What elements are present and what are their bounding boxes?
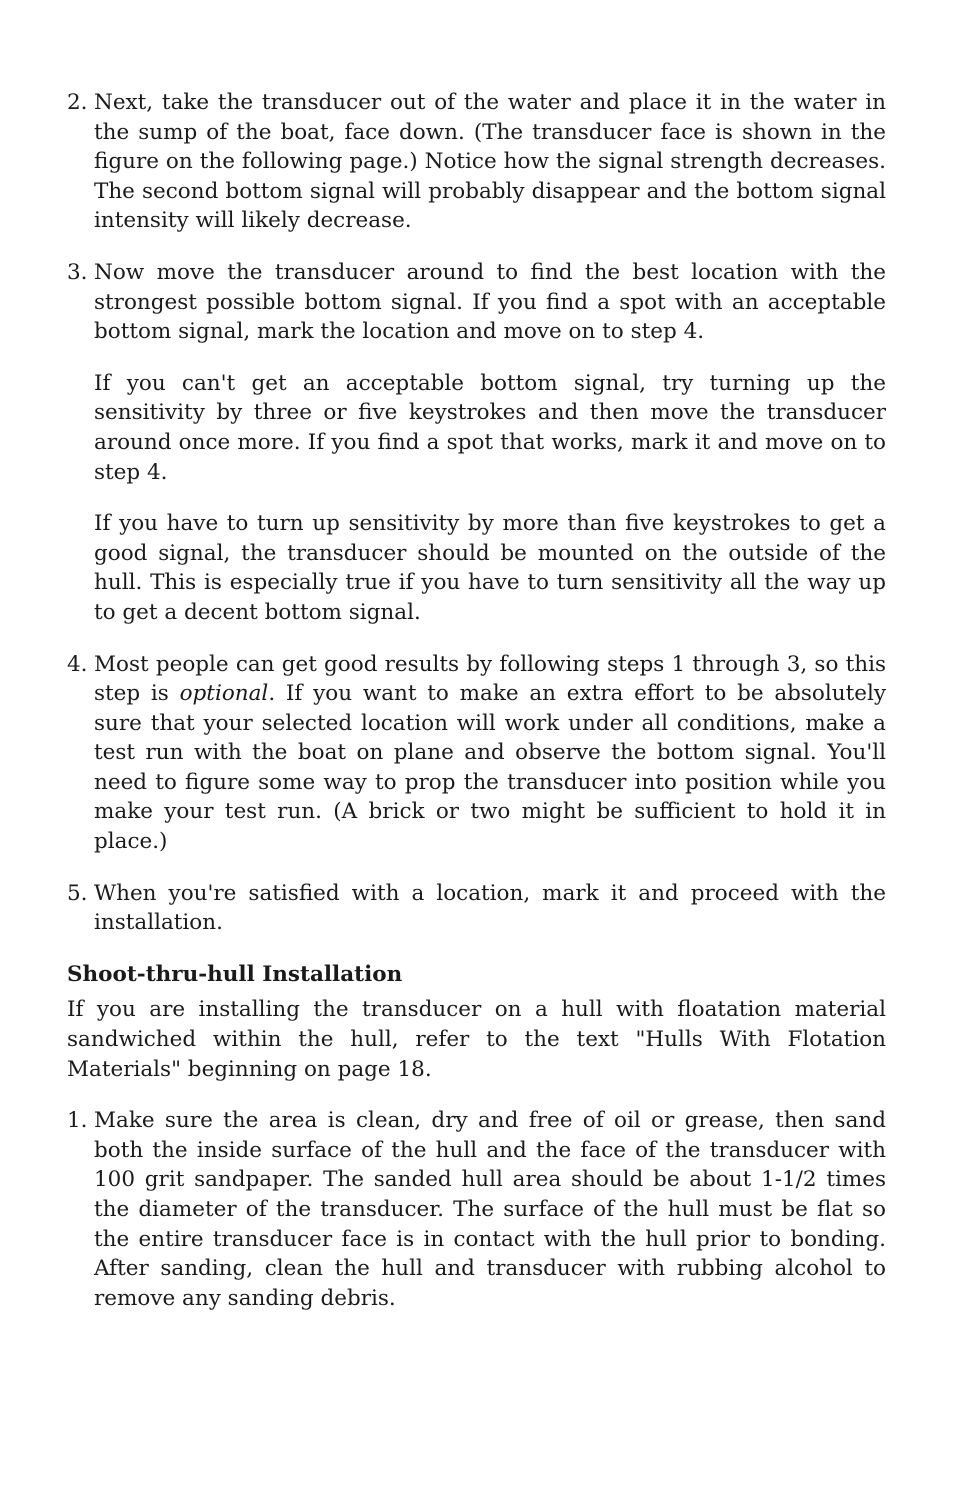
step-number: 2. [67,90,88,115]
document-page [67,88,886,1335]
step-body [94,88,886,236]
step-paragraph: If you have to turn up sensitivity by more than five keystrokes to get a good signal, the transducer should be mounted on the outside of the hull. This is especially true if you have to turn sensitivity all the way up to get a decent bottom signal. [94,511,886,625]
step-number: 3. [67,259,88,285]
step-paragraph: Make sure the area is clean, dry and free of oil or grease, then sand both the inside surface of the hull and the face of the transducer with 100 grit sandpaper. The sanded hull area should be about 1-1/2 times the diameter of the transducer. The surface of the hull must be flat so the entire transducer face is in contact with the hull prior to bonding. After sanding, clean the hull and transducer with rubbing alcohol to remove any sanding debris. [94,1108,886,1311]
step-number: 1. [67,1108,88,1134]
step-paragraph: When you're satisfied with a location, mark it and proceed with the installation. [94,880,886,936]
step-number: 4. [67,651,88,677]
step-paragraph: Next, take the transducer out of the water and place it in the water in the sump of the boat, face down. (The transducer face is shown in the figure on the following page.) Notice how the signal strength decreases. The second bottom signal will probably disappear and the bottom signal intensity will likely decrease. [94,90,886,234]
step-body [94,1106,886,1313]
step-2 [67,88,886,236]
step-body [94,258,886,628]
step-paragraph: If you can't get an acceptable bottom signal, try turning up the sensitivity by three or five keystrokes and then move the transducer around once more. If you find a spot that works, mark it and move on to step 4. [94,370,886,485]
step-4 [67,650,886,857]
emphasis-optional: optional [179,681,269,707]
step-paragraph [94,650,886,857]
section-heading: Shoot-thru-hull Installation [67,961,403,987]
step-3 [67,258,886,628]
section-intro: If you are installing the transducer on a hull with floatation material sandwiched within the hull, refer to the text "Hulls With Flotation Materials" beginning on page 18. [67,997,886,1082]
step-1 [67,1106,886,1313]
step-paragraph: Now move the transducer around to find the best location with the strongest possible bottom signal. If you find a spot with an acceptable bottom signal, mark the location and move on to step 4. [94,259,886,345]
step-body [94,650,886,857]
step-text-before: Most people can get good results by following steps 1 through 3, so this step is [94,651,886,707]
step-text-after: . If you want to make an extra effort to be absolutely sure that your selected location will work under all conditions, make a test run with the boat on plane and observe the bottom signal. You'll need to figure some way to prop the transducer into position while you make your test run. (A brick or two might be sufficient to hold it in place.) [94,681,886,855]
step-5 [67,879,886,938]
step-body [94,879,886,938]
step-number: 5. [67,880,88,906]
